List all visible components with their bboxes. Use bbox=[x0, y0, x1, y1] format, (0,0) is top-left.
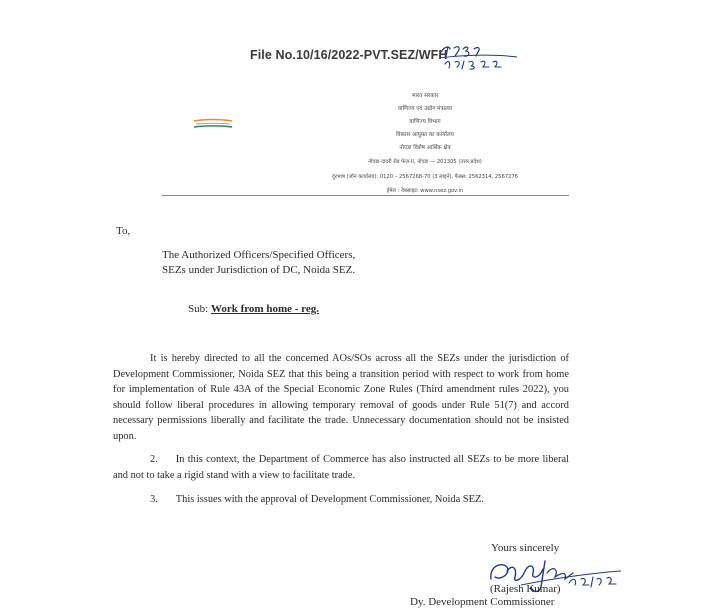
subject-line bbox=[188, 303, 319, 315]
letterhead-line-address: नोएडा-दादरी रोड फेज़-II, नोएडा — 201305 (उत्तर प्रदेश) bbox=[368, 159, 482, 165]
letterhead-line-phone: दूरभाष (जोन कार्यालय): 0120 – 2567268-70 (3 लाइनें), फैक्स: 2562314, 2567276 bbox=[332, 174, 518, 180]
salutation-to: To, bbox=[116, 225, 131, 237]
closing-salutation: Yours sincerely bbox=[491, 542, 560, 554]
paragraph-2-text: In this context, the Department of Commerce has also instructed all SEZs to be more liberal and not to take a rigid stand with a view to facilitate trade. bbox=[113, 454, 569, 481]
signatory-designation: Dy. Development Commissioner bbox=[410, 596, 555, 608]
paragraph-1 bbox=[113, 351, 569, 445]
subject-text: Work from home - reg. bbox=[210, 303, 319, 315]
paragraph-3-text: This issues with the approval of Development Commissioner, Noida SEZ. bbox=[175, 494, 484, 505]
letterhead-line-zone: नोएडा विशेष आर्थिक क्षेत्र bbox=[399, 145, 451, 151]
paragraph-2-number: 2. bbox=[150, 454, 158, 465]
addressee-line-1: The Authorized Officers/Specified Officers, bbox=[162, 249, 356, 261]
letterhead-divider bbox=[162, 195, 569, 196]
government-emblem-icon bbox=[193, 118, 233, 128]
letterhead-line-website: ईमेल : वेबसाइट: www.nsez.gov.in bbox=[386, 188, 464, 194]
paragraph-1-text: It is hereby directed to all the concerned AOs/SOs across all the SEZs under the jurisdiction of Development Commissioner, Noida SEZ that this being a transition period with respect to work from home for implementation of Rule 43A of the Special Economic Zone Rules (Third amendment rules 2022), you should follow liberal procedures in allowing temporary removal of goods under Rule 51(7) and accord necessary permissions liberally and facilitate the trade. Unnecessary documentation should not be insisted upon. bbox=[113, 353, 569, 442]
subject-label: Sub: bbox=[188, 303, 209, 315]
addressee-line-2: SEZs under Jurisdiction of DC, Noida SEZ. bbox=[162, 264, 356, 276]
file-number: File No.10/16/2022-PVT.SEZ/WFH bbox=[250, 48, 448, 62]
paragraph-2 bbox=[113, 452, 569, 483]
paragraph-3-number: 3. bbox=[150, 494, 158, 505]
letterhead-line-government: भारत सरकार bbox=[411, 93, 439, 99]
letterhead-line-department: वाणिज्य विभाग bbox=[409, 119, 441, 125]
letterhead-line-ministry: वाणिज्य एवं उद्योग मंत्रालय bbox=[397, 106, 453, 112]
file-number-handwritten-annotation bbox=[437, 40, 522, 74]
letterhead-line-office: विकास आयुक्त का कार्यालय bbox=[396, 132, 454, 138]
paragraph-3 bbox=[113, 492, 569, 508]
signatory-name: (Rajesh Kumar) bbox=[490, 583, 561, 595]
